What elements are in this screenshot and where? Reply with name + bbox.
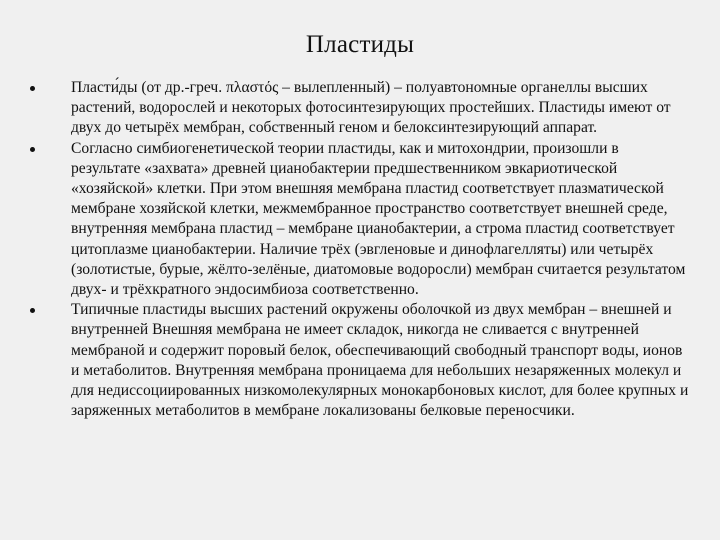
bullet-item: [30, 78, 690, 139]
bullet-item: [30, 139, 690, 301]
bullet-text: Согласно симбиогенетической теории пластиды, как и митохондрии, произошли в результате «захвата» древней цианобактерии предшественником эвкариотической «хозяйской» клетки. При этом внешняя мембрана пластид соответствует плазматической мембране хозяйской клетки, межмембранное пространство соответствует внешней среде, внутренняя мембрана пластид – мембране цианобактерии, а строма пластид соответствует цитоплазме цианобактерии. Наличие трёх (эвгленовые и динофлагелляты) или четырёх (золотистые, бурые, жёлто-зелёные, диатомовые водоросли) мембран считается результатом двух- и трёхкратного эндосимбиоза соответственно.: [71, 139, 686, 299]
bullet-text: Пласти́ды (от др.-греч. πλαστός – вылепленный) – полуавтономные органеллы высших растений, водорослей и некоторых фотосинтезирующих простейших. Пластиды имеют от двух до четырёх мембран, собственный геном и белоксинтезирующий аппарат.: [71, 79, 671, 137]
bullet-list: [30, 78, 690, 421]
slide-title: Пластиды: [305, 31, 415, 58]
bullet-dot-icon: [30, 308, 35, 313]
bullet-dot-icon: [30, 86, 35, 91]
bullet-dot-icon: [30, 147, 35, 152]
bullet-item: [30, 300, 690, 421]
bullet-text: Типичные пластиды высших растений окружены оболочкой из двух мембран – внешней и внутренней Внешняя мембрана не имеет складок, никогда не сливается с внутренней мембраной и содержит поровый белок, обеспечивающий свободный транспорт воды, ионов и метаболитов. Внутренняя мембрана проницаема для небольших незаряженных молекул и для недиссоциированных низкомолекулярных монокарбоновых кислот, для более крупных и заряженных метаболитов в мембране локализованы белковые переносчики.: [71, 301, 689, 420]
